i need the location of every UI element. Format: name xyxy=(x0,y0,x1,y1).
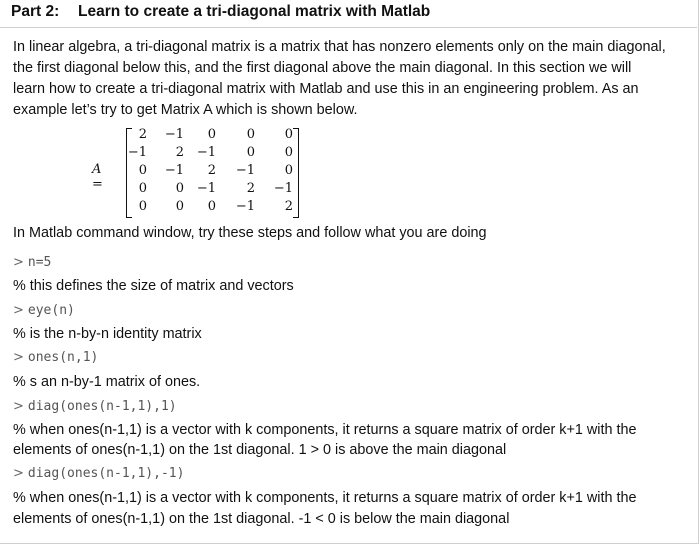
prompt-icon: > xyxy=(13,350,24,365)
intro-line: learn how to create a tri-diagonal matrix with Matlab and use this in an engineering problem. As an xyxy=(13,81,639,97)
instructions-text: In Matlab command window, try these steps and follow what you are doing xyxy=(13,225,487,241)
matrix-cell: 0 xyxy=(284,127,293,142)
section-header xyxy=(0,0,697,28)
section-title: Learn to create a tri-diagonal matrix with Matlab xyxy=(78,3,431,20)
command-text: n=5 xyxy=(27,255,52,270)
matrix-cell: 0 xyxy=(138,163,147,178)
step-comment: % when ones(n-1,1) is a vector with k components, it returns a square matrix of order k+1 with the xyxy=(13,490,637,506)
part-label: Part 2: xyxy=(11,3,60,20)
command-text: diag(ones(n-1,1),-1) xyxy=(27,466,185,481)
matrix-cell: −1 xyxy=(235,163,255,178)
command-text: ones(n,1) xyxy=(27,350,99,365)
matrix-cell: −1 xyxy=(127,145,147,160)
prompt-icon: > xyxy=(13,466,24,481)
matrix-cell: 0 xyxy=(207,127,216,142)
matrix-cell: 2 xyxy=(207,163,216,178)
matrix-cell: 0 xyxy=(246,145,255,160)
command-line xyxy=(13,303,75,318)
step-comment: % this defines the size of matrix and vectors xyxy=(13,278,294,294)
step-comment-continued: elements of ones(n-1,1) on the 1st diagonal. -1 < 0 is below the main diagonal xyxy=(13,511,510,527)
intro-line: the first diagonal below this, and the first diagonal above the main diagonal. In this section we will xyxy=(13,60,632,76)
matrix-label: A = xyxy=(92,162,103,192)
matrix-cell: 0 xyxy=(138,181,147,196)
matrix-cell: −1 xyxy=(164,127,184,142)
matrix-cell: −1 xyxy=(196,181,216,196)
matrix-cell: 0 xyxy=(284,145,293,160)
matrix-cell: 0 xyxy=(284,163,293,178)
matrix-cell: −1 xyxy=(273,181,293,196)
step-comment: % when ones(n-1,1) is a vector with k components, it returns a square matrix of order k+1 with the xyxy=(13,422,637,438)
matrix-cell: −1 xyxy=(164,163,184,178)
step-comment-continued: elements of ones(n-1,1) on the 1st diagonal. 1 > 0 is above the main diagonal xyxy=(13,442,507,458)
matrix-cell: 2 xyxy=(138,127,147,142)
command-text: eye(n) xyxy=(27,303,75,318)
matrix-cell: 0 xyxy=(207,199,216,214)
matrix-cell: 2 xyxy=(175,145,184,160)
step-comment: % is the n-by-n identity matrix xyxy=(13,326,202,342)
step-comment: % s an n-by-1 matrix of ones. xyxy=(13,374,201,390)
prompt-icon: > xyxy=(13,303,24,318)
matrix-cell: 0 xyxy=(138,199,147,214)
matrix-cell: 0 xyxy=(175,199,184,214)
prompt-icon: > xyxy=(13,255,24,270)
matrix-cell: 2 xyxy=(246,181,255,196)
prompt-icon: > xyxy=(13,399,24,414)
command-line xyxy=(13,255,51,270)
matrix-cell: 0 xyxy=(246,127,255,142)
right-bracket xyxy=(293,128,299,218)
intro-paragraph xyxy=(13,37,688,121)
command-line xyxy=(13,466,184,481)
command-line xyxy=(13,350,98,365)
command-text: diag(ones(n-1,1),1) xyxy=(27,399,177,414)
matrix-cell: −1 xyxy=(196,145,216,160)
matrix-cell: 0 xyxy=(175,181,184,196)
matrix-cell: 2 xyxy=(284,199,293,214)
matrix-cell: −1 xyxy=(235,199,255,214)
command-line xyxy=(13,399,177,414)
intro-line: In linear algebra, a tri-diagonal matrix is a matrix that has nonzero elements only on the main diagonal, xyxy=(13,39,666,55)
intro-line: example let’s try to get Matrix A which is shown below. xyxy=(13,102,358,118)
